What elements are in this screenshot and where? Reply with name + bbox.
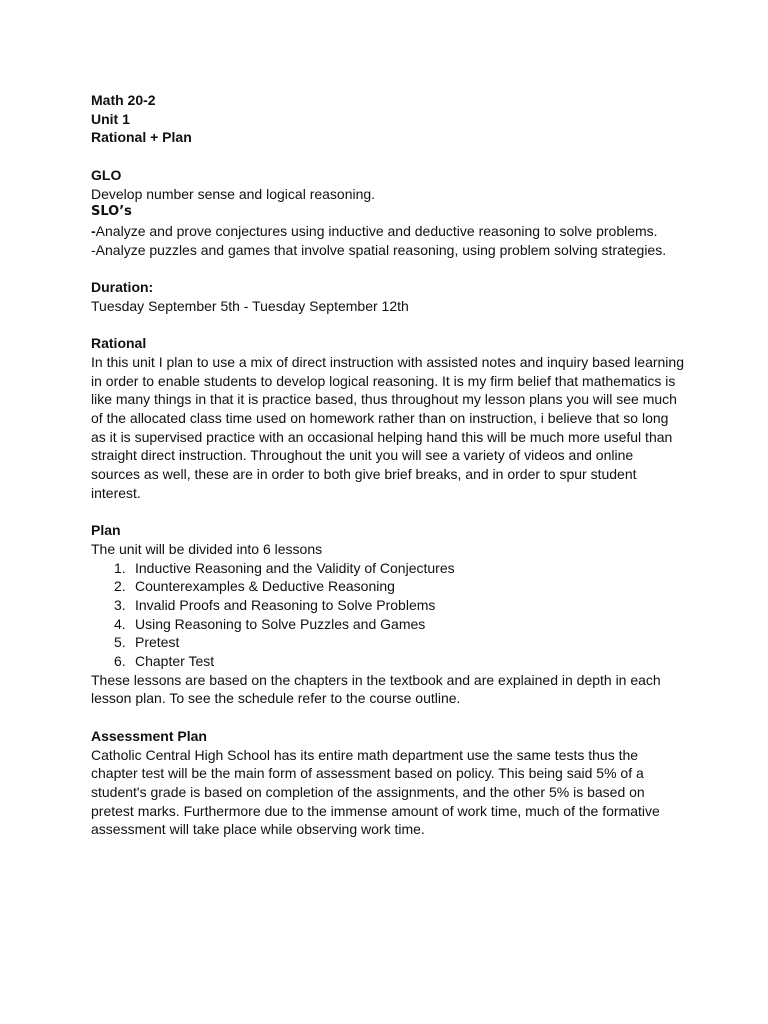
rational-paragraph	[91, 353, 691, 503]
rational-heading: Rational	[91, 335, 147, 352]
rational-line: sources as well, these are in order to both give brief breaks, and in order to spur student	[91, 466, 637, 483]
course-title: Math 20-2	[91, 92, 156, 108]
duration-heading: Duration:	[91, 279, 154, 295]
slo-dash: -	[91, 241, 96, 258]
slo-text: Analyze and prove conjectures using inductive and deductive reasoning to solve problems.	[95, 222, 658, 239]
assessment-line: assessment will take place while observing work time.	[91, 821, 425, 838]
document-page	[91, 91, 691, 839]
assessment-line: Catholic Central High School has its entire math department use the same tests thus the	[91, 746, 639, 763]
rational-line: in order to enable students to develop logical reasoning. It is my firm belief that mathematics is	[91, 372, 676, 389]
slo-item-2	[91, 241, 691, 260]
slo-heading: SLO’s	[91, 204, 132, 220]
lesson-title: Counterexamples & Deductive Reasoning	[135, 578, 395, 595]
assessment-line: chapter test will be the main form of assessment based on policy. This being said 5% of a	[91, 765, 644, 782]
spacer	[91, 259, 691, 278]
list-number: 5.	[114, 634, 126, 651]
list-number: 3.	[114, 596, 126, 613]
assessment-line: student's grade is based on completion of the assignments, and the other 5% is based on	[91, 783, 645, 800]
lesson-list	[91, 559, 691, 671]
duration-text: Tuesday September 5th - Tuesday September 12th	[91, 297, 409, 314]
list-number: 2.	[114, 578, 126, 595]
list-item	[91, 577, 691, 596]
lesson-title: Chapter Test	[135, 653, 215, 670]
list-item	[91, 633, 691, 652]
document-title: Rational + Plan	[91, 129, 192, 146]
plan-outro-line: lesson plan. To see the schedule refer to the course outline.	[91, 690, 461, 707]
assessment-heading: Assessment Plan	[91, 727, 207, 744]
lesson-title: Using Reasoning to Solve Puzzles and Games	[135, 615, 426, 632]
plan-heading: Plan	[91, 522, 121, 539]
spacer	[91, 315, 691, 334]
list-item	[91, 615, 691, 634]
rational-line: interest.	[91, 484, 141, 501]
rational-line: like many things in that it is practice based, thus throughout my lesson plans you will see much	[91, 391, 677, 408]
rational-line: In this unit I plan to use a mix of direct instruction with assisted notes and inquiry based learning	[91, 353, 684, 370]
rational-line: as it is supervised practice with an occasional helping hand this will be much more useful than	[91, 428, 673, 445]
plan-intro: The unit will be divided into 6 lessons	[91, 540, 323, 557]
assessment-paragraph	[91, 746, 691, 840]
list-number: 1.	[114, 559, 126, 576]
list-item	[91, 596, 691, 615]
plan-outro-line: These lessons are based on the chapters in the textbook and are explained in depth in each	[91, 671, 661, 688]
slo-text: Analyze puzzles and games that involve spatial reasoning, using problem solving strategies.	[95, 241, 667, 258]
lesson-title: Pretest	[135, 634, 180, 651]
spacer	[91, 502, 691, 521]
list-number: 4.	[114, 615, 126, 632]
lesson-title: Inductive Reasoning and the Validity of Conjectures	[135, 559, 455, 576]
assessment-line: pretest marks. Furthermore due to the immense amount of work time, much of the formative	[91, 802, 660, 819]
spacer	[91, 147, 691, 166]
glo-heading: GLO	[91, 166, 122, 183]
slo-item-1	[91, 222, 691, 241]
list-item	[91, 652, 691, 671]
glo-text: Develop number sense and logical reasoning.	[91, 185, 376, 202]
list-number: 6.	[114, 653, 126, 670]
list-item	[91, 559, 691, 578]
slo-dash: -	[91, 222, 96, 239]
rational-line: straight direct instruction. Throughout the unit you will see a variety of videos and online	[91, 447, 634, 464]
rational-line: of the allocated class time used on homework rather than on instruction, i believe that so long	[91, 409, 669, 426]
unit-title: Unit 1	[91, 110, 130, 127]
lesson-title: Invalid Proofs and Reasoning to Solve Problems	[135, 596, 436, 613]
spacer	[91, 708, 691, 727]
